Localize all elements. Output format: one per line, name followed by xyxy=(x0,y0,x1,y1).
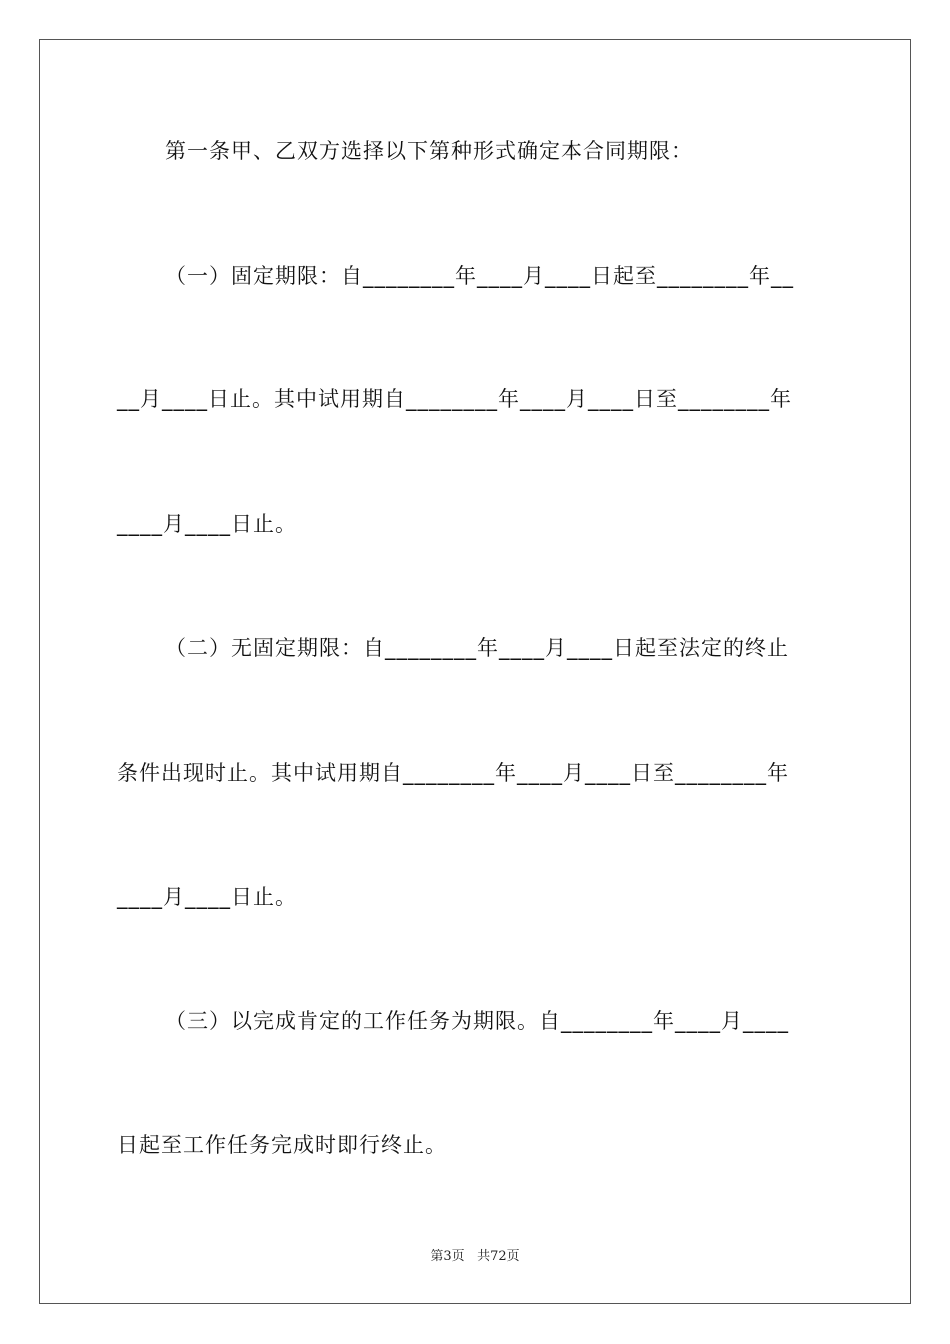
option-2-line-2: 条件出现时止。其中试用期自________年____月____日至________年 xyxy=(117,761,789,785)
option-1-line-1: （一）固定期限：自________年____月____日起至________年__ xyxy=(165,264,794,288)
option-1-line-2: __月____日止。其中试用期自________年____月____日至________年 xyxy=(117,387,792,411)
page-number: 第3页 xyxy=(430,1249,465,1264)
page-total: 共72页 xyxy=(477,1249,520,1264)
option-3-line-1: （三）以完成肯定的工作任务为期限。自________年____月____ xyxy=(165,1009,789,1033)
option-2-line-1: （二）无固定期限：自________年____月____日起至法定的终止 xyxy=(165,636,789,660)
option-2-line-3: ____月____日止。 xyxy=(117,885,297,909)
clause-1-heading: 第一条甲、乙双方选择以下第种形式确定本合同期限： xyxy=(165,139,693,163)
page-border xyxy=(39,39,911,1304)
page-footer xyxy=(0,1245,950,1264)
option-1-line-3: ____月____日止。 xyxy=(117,512,297,536)
option-3-line-2: 日起至工作任务完成时即行终止。 xyxy=(117,1133,447,1157)
